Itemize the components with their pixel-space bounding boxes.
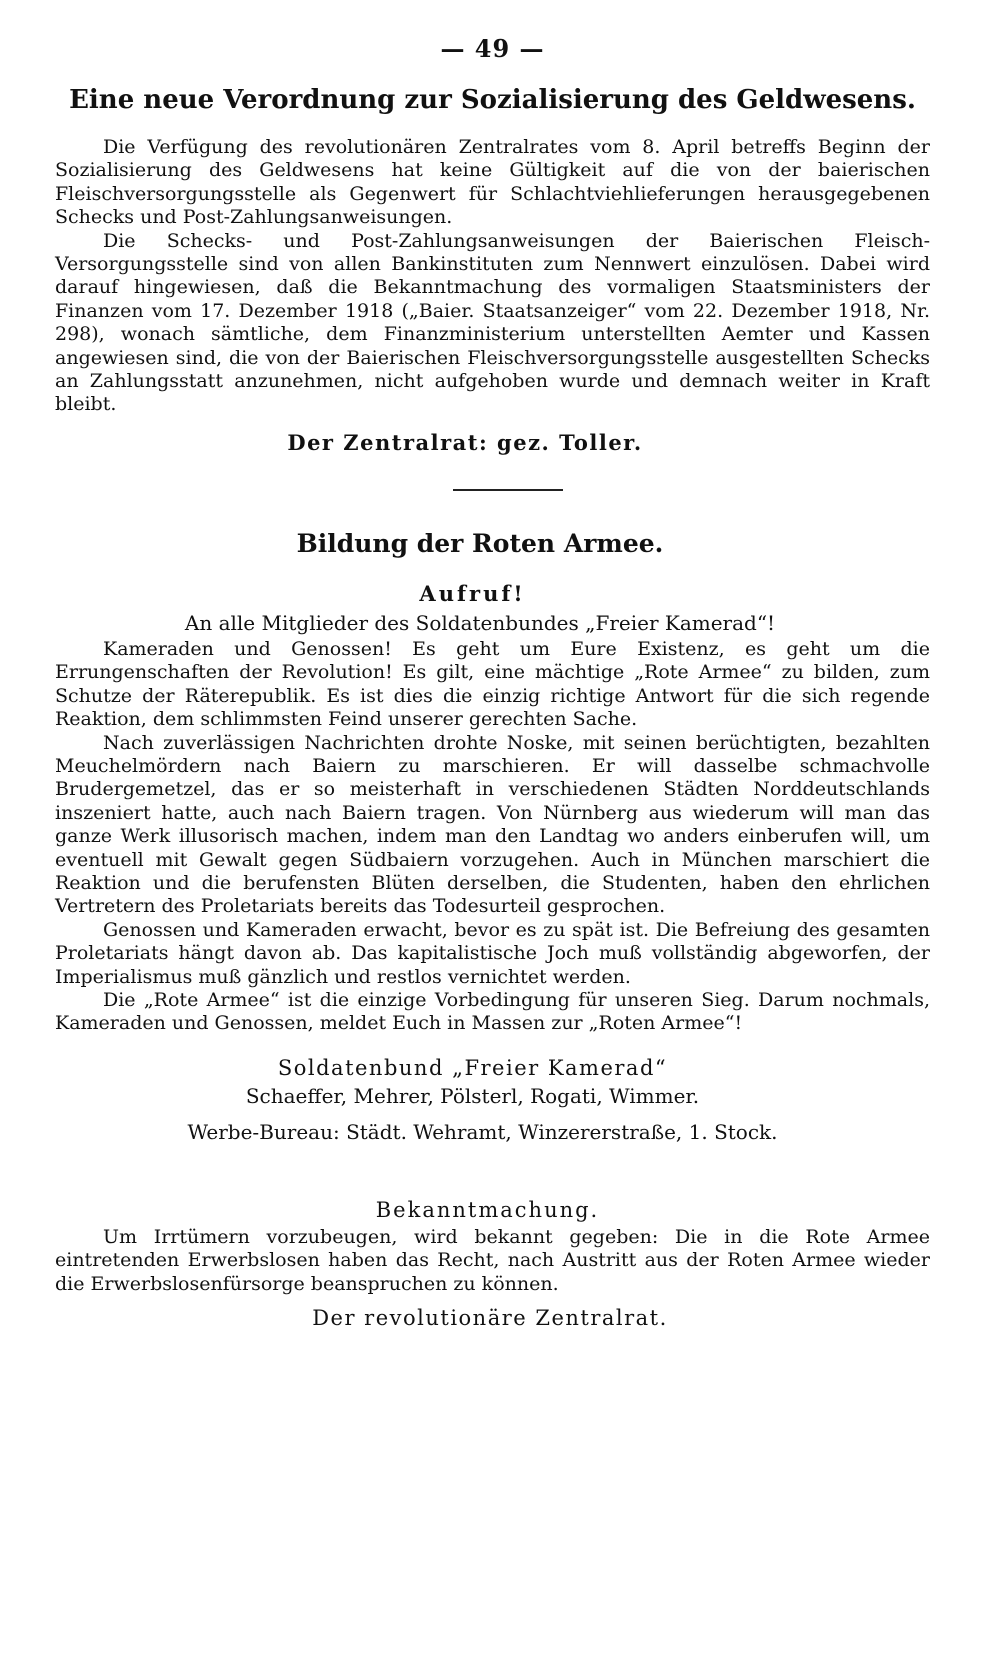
section1-signature: Der Zentralrat: gez. Toller. [287, 429, 643, 455]
section2-subtitle: Aufruf! [419, 580, 526, 606]
section2-paragraph-3: Genossen und Kameraden erwacht, bevor es zu spät ist. Die Befreiung des gesamten Proletariats hängt davon ab. Das kapitalistische Joch muß vollständig abgeworfen, der Imperialismus muß gänzlich und restlos vernichtet werden. [55, 918, 930, 988]
section2-paragraph-4: Die „Rote Armee“ ist die einzige Vorbedingung für unseren Sieg. Darum nochmals, Kameraden und Genossen, meldet Euch in Massen zur „Roten Armee“! [55, 988, 930, 1035]
section2-paragraph-2: Nach zuverlässigen Nachrichten drohte Noske, mit seinen berüchtigten, bezahlten Meuchelmördern nach Baiern zu marschieren. Er will dasselbe schmachvolle Brudergemetzel, das er so meisterhaft in verschiedenen Städten Norddeutschlands inszeniert hatte, auch nach Baiern tragen. Von Nürnberg aus wiederum will man das ganze Werk illusorisch machen, indem man den Landtag wo anders einberufen will, um eventuell mit Gewalt gegen Südbaiern vorzugehen. Auch in München marschiert die Reaktion und die berufensten Blüten derselben, die Studenten, haben den ehrlichen Vertretern des Proletariats bereits das Todesurteil gesprochen. [55, 731, 930, 918]
section3-signature: Der revolutionäre Zentralrat. [312, 1306, 668, 1330]
section2-title: Bildung der Roten Armee. [296, 528, 664, 558]
section2-paragraph-1: Kameraden und Genossen! Es geht um Eure Existenz, es geht um die Errungenschaften der Revolution! Es gilt, eine mächtige „Rote Armee“ zu bilden, zum Schutze der Räterepublik. Es ist dies die einzig richtige Antwort für die sich regende Reaktion, dem schlimmsten Feind unserer gerechten Sache. [55, 637, 930, 731]
section2-org: Soldatenbund „Freier Kamerad“ [277, 1055, 668, 1080]
section1-paragraph-2: Die Schecks- und Post-Zahlungsanweisungen der Baierischen Fleisch-Versorgungsstelle sind von allen Bankinstituten zum Nennwert einzulösen. Dabei wird darauf hingewiesen, daß die Bekanntmachung des vormaligen Staatsministers der Finanzen vom 17. Dezember 1918 („Baier. Staatsanzeiger“ vom 22. Dezember 1918, Nr. 298), wonach sämtliche, dem Finanzministerium unterstellten Aemter und Kassen angewiesen sind, die von der Baierischen Fleischversorgungsstelle ausgestellten Schecks an Zahlungsstatt anzunehmen, nicht aufgehoben wurde und demnach weiter in Kraft bleibt. [55, 229, 930, 416]
section2-address: An alle Mitglieder des Soldatenbundes „Freier Kamerad“! [184, 610, 776, 635]
section1-paragraph-1: Die Verfügung des revolutionären Zentralrates vom 8. April betreffs Beginn der Sozialisierung des Geldwesens hat keine Gültigkeit auf die von der baierischen Fleischversorgungsstelle als Gegenwert für Schlachtviehlieferungen herausgegebenen Schecks und Post-Zahlungsanweisungen. [55, 136, 930, 229]
section3-paragraph: Um Irrtümern vorzubeugen, wird bekannt gegeben: Die in die Rote Armee eintretenden Erwerbslosen haben das Recht, nach Austritt aus der Roten Armee wieder die Erwerbslosenfürsorge beanspruchen zu können. [55, 1225, 930, 1295]
section2-bureau: Werbe-Bureau: Städt. Wehramt, Winzererstraße, 1. Stock. [187, 1119, 778, 1144]
section1-title: Eine neue Verordnung zur Sozialisierung des Geldwesens. [69, 85, 916, 115]
section-divider [453, 489, 563, 491]
page-number: — 49 — [440, 34, 545, 63]
section2-org-names: Schaeffer, Mehrer, Pölsterl, Rogati, Wimmer. [245, 1083, 700, 1108]
section3-title: Bekanntmachung. [375, 1197, 600, 1222]
